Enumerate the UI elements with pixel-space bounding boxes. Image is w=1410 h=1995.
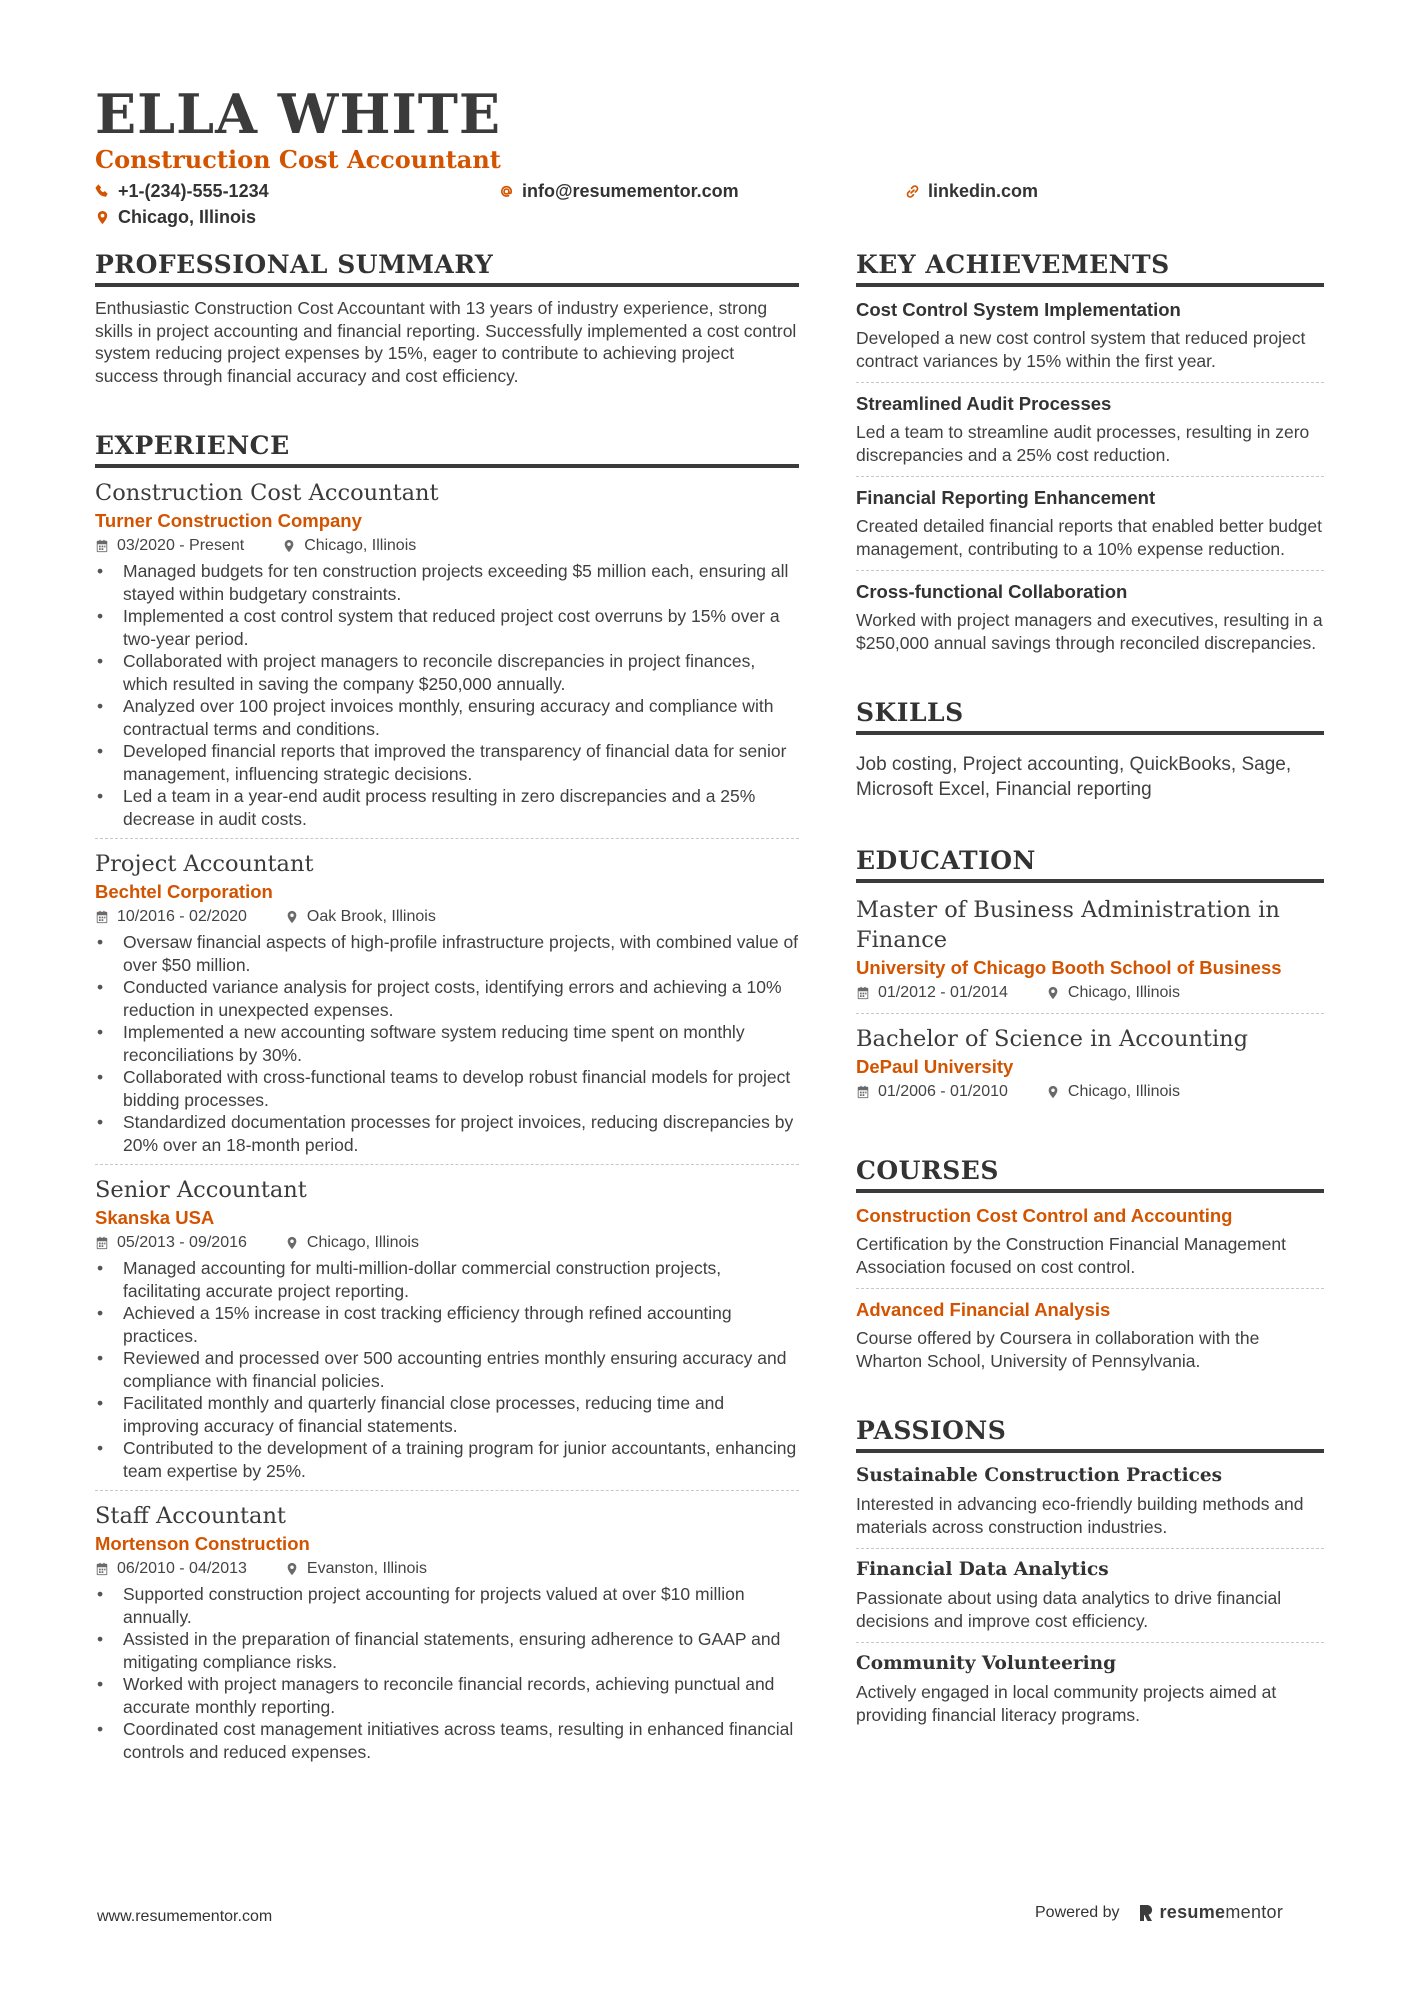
location-pin-icon xyxy=(95,210,110,225)
company-name: Turner Construction Company xyxy=(95,510,362,531)
experience-section xyxy=(95,431,799,1771)
location: Chicago, Illinois xyxy=(304,537,417,554)
job-bullets xyxy=(95,1257,799,1482)
achievement-description: Led a team to streamline audit processes, resulting in zero discrepancies and a 25% cost reduction. xyxy=(856,422,1310,465)
date-range: 05/2013 - 09/2016 xyxy=(117,1234,247,1251)
bullet-item: • Conducted variance analysis for project costs, identifying errors and achieving a 10% reduction in unexpected expenses. xyxy=(95,976,799,1021)
skills-heading: SKILLS xyxy=(856,698,1324,735)
courses-section xyxy=(856,1156,1324,1382)
passion-title: Financial Data Analytics xyxy=(856,1559,1109,1580)
achievement-title: Cost Control System Implementation xyxy=(856,299,1181,320)
location: Evanston, Illinois xyxy=(306,1560,427,1577)
job-title: Project Accountant xyxy=(95,851,314,877)
education-section xyxy=(856,846,1324,1112)
date-location-row xyxy=(856,981,1324,1005)
phone-text: +1-(234)-555-1234 xyxy=(118,181,269,201)
bullet-item: • Implemented a cost control system that reduced project cost overruns by 15% over a two-year period. xyxy=(95,605,799,650)
course-title: Construction Cost Control and Accounting xyxy=(856,1205,1233,1226)
skills-section xyxy=(856,698,1324,802)
degree-title: Master of Business Administration in Finance xyxy=(856,897,1280,953)
phone-icon xyxy=(95,184,110,199)
course-description: Certification by the Construction Financial Management Association focused on cost control. xyxy=(856,1234,1286,1277)
job-entry xyxy=(95,838,799,1164)
school-name: DePaul University xyxy=(856,1056,1014,1077)
bullet-item: • Assisted in the preparation of financial statements, ensuring adherence to GAAP and mitigating compliance risks. xyxy=(95,1628,799,1673)
achievement-item xyxy=(856,570,1324,664)
contact-email[interactable] xyxy=(499,178,739,204)
job-entry xyxy=(95,1490,799,1771)
education-entry xyxy=(856,889,1324,1013)
location: Chicago, Illinois xyxy=(1067,1083,1180,1100)
degree-title: Bachelor of Science in Accounting xyxy=(856,1026,1249,1052)
date-range: 01/2012 - 01/2014 xyxy=(878,984,1008,1001)
location-text: Chicago, Illinois xyxy=(118,207,257,227)
skills-text: Job costing, Project accounting, QuickBooks, Sage, Microsoft Excel, Financial reporting xyxy=(856,754,1292,800)
job-title: Senior Accountant xyxy=(95,1177,307,1203)
bullet-item: • Contributed to the development of a training program for junior accountants, enhancing team expertise by 25%. xyxy=(95,1437,799,1482)
bullet-item: • Achieved a 15% increase in cost tracking efficiency through refined accounting practices. xyxy=(95,1302,799,1347)
location: Chicago, Illinois xyxy=(1067,984,1180,1001)
bullet-item: • Managed accounting for multi-million-dollar commercial construction projects, facilitating accurate project reporting. xyxy=(95,1257,799,1302)
bullet-item: • Collaborated with project managers to reconcile discrepancies in project finances, which resulted in saving the company $250,000 annually. xyxy=(95,650,799,695)
course-title: Advanced Financial Analysis xyxy=(856,1299,1111,1320)
bullet-item: • Led a team in a year-end audit process resulting in zero discrepancies and a 25% decrease in audit costs. xyxy=(95,785,799,830)
company-name: Bechtel Corporation xyxy=(95,881,273,902)
footer-website[interactable]: www.resumementor.com xyxy=(97,1908,273,1925)
brand-mark-icon xyxy=(1138,1903,1154,1923)
date-location-row xyxy=(95,1557,799,1581)
achievements-heading: KEY ACHIEVEMENTS xyxy=(856,250,1324,287)
bullet-item: • Collaborated with cross-functional teams to develop robust financial models for project bidding processes. xyxy=(95,1066,799,1111)
course-item xyxy=(856,1195,1324,1288)
job-bullets xyxy=(95,931,799,1156)
job-bullets xyxy=(95,1583,799,1763)
bullet-item: • Analyzed over 100 project invoices monthly, ensuring accuracy and compliance with contractual terms and conditions. xyxy=(95,695,799,740)
course-item xyxy=(856,1288,1324,1382)
job-entry xyxy=(95,1164,799,1490)
achievement-description: Created detailed financial reports that enabled better budget management, contributing to a 10% expense reduction. xyxy=(856,516,1323,559)
summary-text: Enthusiastic Construction Cost Accountant with 13 years of industry experience, strong skills in project accounting and financial reporting. Successfully implemented a cost control system reducing project expenses by 15%, eager to contribute to achieving project success through financial accuracy and cost efficiency. xyxy=(95,298,797,386)
passion-title: Community Volunteering xyxy=(856,1653,1117,1674)
experience-heading: EXPERIENCE xyxy=(95,431,799,468)
achievement-description: Developed a new cost control system that reduced project contract variances by 15% within the first year. xyxy=(856,328,1306,371)
location-pin-icon xyxy=(285,1236,299,1250)
date-location-row xyxy=(95,905,799,929)
location-pin-icon xyxy=(282,539,296,553)
passions-heading: PASSIONS xyxy=(856,1416,1324,1453)
education-heading: EDUCATION xyxy=(856,846,1324,883)
right-column xyxy=(856,250,1324,1736)
location-pin-icon xyxy=(1046,986,1060,1000)
contact-phone[interactable] xyxy=(95,178,269,204)
calendar-icon xyxy=(856,1085,870,1099)
school-name: University of Chicago Booth School of Business xyxy=(856,957,1282,978)
brand-name-bold: resume xyxy=(1159,1902,1226,1922)
calendar-icon xyxy=(95,910,109,924)
location-pin-icon xyxy=(1046,1085,1060,1099)
location: Chicago, Illinois xyxy=(306,1234,419,1251)
footer-branding xyxy=(1035,1902,1283,1923)
passions-section xyxy=(856,1416,1324,1736)
job-entry xyxy=(95,478,799,838)
passion-item xyxy=(856,1455,1324,1548)
location-pin-icon xyxy=(285,1562,299,1576)
bullet-item: • Oversaw financial aspects of high-profile infrastructure projects, with combined value of over $50 million. xyxy=(95,931,799,976)
bullet-item: • Facilitated monthly and quarterly financial close processes, reducing time and improving accuracy of financial statements. xyxy=(95,1392,799,1437)
brand-logo[interactable] xyxy=(1138,1902,1284,1923)
courses-list xyxy=(856,1195,1324,1382)
experience-list xyxy=(95,478,799,1771)
achievement-item xyxy=(856,476,1324,570)
achievement-title: Financial Reporting Enhancement xyxy=(856,487,1156,508)
bullet-item: • Implemented a new accounting software system reducing time spent on monthly reconciliations by 30%. xyxy=(95,1021,799,1066)
left-column xyxy=(95,250,799,1771)
contact-location xyxy=(95,204,256,230)
link-icon xyxy=(905,184,920,199)
education-list xyxy=(856,889,1324,1112)
passion-item xyxy=(856,1548,1324,1642)
passion-description: Interested in advancing eco-friendly building methods and materials across construction industries. xyxy=(856,1494,1304,1537)
powered-by-text: Powered by xyxy=(1035,1903,1120,1921)
courses-heading: COURSES xyxy=(856,1156,1324,1193)
passion-description: Actively engaged in local community projects aimed at providing financial literacy programs. xyxy=(856,1682,1277,1725)
summary-section xyxy=(95,250,799,387)
date-location-row xyxy=(856,1080,1324,1104)
bullet-item: • Supported construction project accounting for projects valued at over $10 million annually. xyxy=(95,1583,799,1628)
education-entry xyxy=(856,1013,1324,1112)
date-range: 01/2006 - 01/2010 xyxy=(878,1083,1008,1100)
bullet-item: • Coordinated cost management initiatives across teams, resulting in enhanced financial controls and reduced expenses. xyxy=(95,1718,799,1763)
achievement-item xyxy=(856,382,1324,476)
date-location-row xyxy=(95,1231,799,1255)
job-bullets xyxy=(95,560,799,830)
achievement-description: Worked with project managers and executives, resulting in a $250,000 annual savings through reconciled discrepancies. xyxy=(856,610,1323,653)
brand-name-light: mentor xyxy=(1225,1902,1284,1922)
achievements-section xyxy=(856,250,1324,664)
calendar-icon xyxy=(95,1236,109,1250)
bullet-item: • Standardized documentation processes for project invoices, reducing discrepancies by 20% over an 18-month period. xyxy=(95,1111,799,1156)
resume-header xyxy=(95,84,1325,238)
email-text: info@resumementor.com xyxy=(522,181,739,201)
company-name: Mortenson Construction xyxy=(95,1533,310,1554)
achievement-title: Streamlined Audit Processes xyxy=(856,393,1112,414)
achievements-list xyxy=(856,289,1324,664)
calendar-icon xyxy=(95,539,109,553)
date-range: 10/2016 - 02/2020 xyxy=(117,908,247,925)
location-pin-icon xyxy=(285,910,299,924)
bullet-item: • Worked with project managers to reconcile financial records, achieving punctual and accurate monthly reporting. xyxy=(95,1673,799,1718)
passion-item xyxy=(856,1642,1324,1736)
summary-heading: PROFESSIONAL SUMMARY xyxy=(95,250,799,287)
date-range: 06/2010 - 04/2013 xyxy=(117,1560,247,1577)
at-icon xyxy=(499,184,514,199)
passion-title: Sustainable Construction Practices xyxy=(856,1465,1223,1486)
calendar-icon xyxy=(856,986,870,1000)
linkedin-text: linkedin.com xyxy=(928,181,1039,201)
location: Oak Brook, Illinois xyxy=(306,908,436,925)
achievement-title: Cross-functional Collaboration xyxy=(856,581,1128,602)
job-title: Staff Accountant xyxy=(95,1503,286,1529)
passions-list xyxy=(856,1455,1324,1736)
contact-linkedin[interactable] xyxy=(905,178,1038,204)
bullet-item: • Managed budgets for ten construction projects exceeding $5 million each, ensuring all stayed within budgetary constraints. xyxy=(95,560,799,605)
date-range: 03/2020 - Present xyxy=(117,537,245,554)
date-location-row xyxy=(95,534,799,558)
calendar-icon xyxy=(95,1562,109,1576)
bullet-item: • Developed financial reports that improved the transparency of financial data for senior management, influencing strategic decisions. xyxy=(95,740,799,785)
company-name: Skanska USA xyxy=(95,1207,215,1228)
achievement-item xyxy=(856,289,1324,382)
job-title: Construction Cost Accountant xyxy=(95,480,439,506)
course-description: Course offered by Coursera in collaboration with the Wharton School, University of Pennsylvania. xyxy=(856,1328,1260,1371)
candidate-name: ELLA WHITE xyxy=(95,82,502,146)
bullet-item: • Reviewed and processed over 500 accounting entries monthly ensuring accuracy and compliance with financial policies. xyxy=(95,1347,799,1392)
contact-info xyxy=(95,178,1325,238)
candidate-role: Construction Cost Accountant xyxy=(95,145,501,174)
passion-description: Passionate about using data analytics to drive financial decisions and improve cost efficiency. xyxy=(856,1588,1282,1631)
